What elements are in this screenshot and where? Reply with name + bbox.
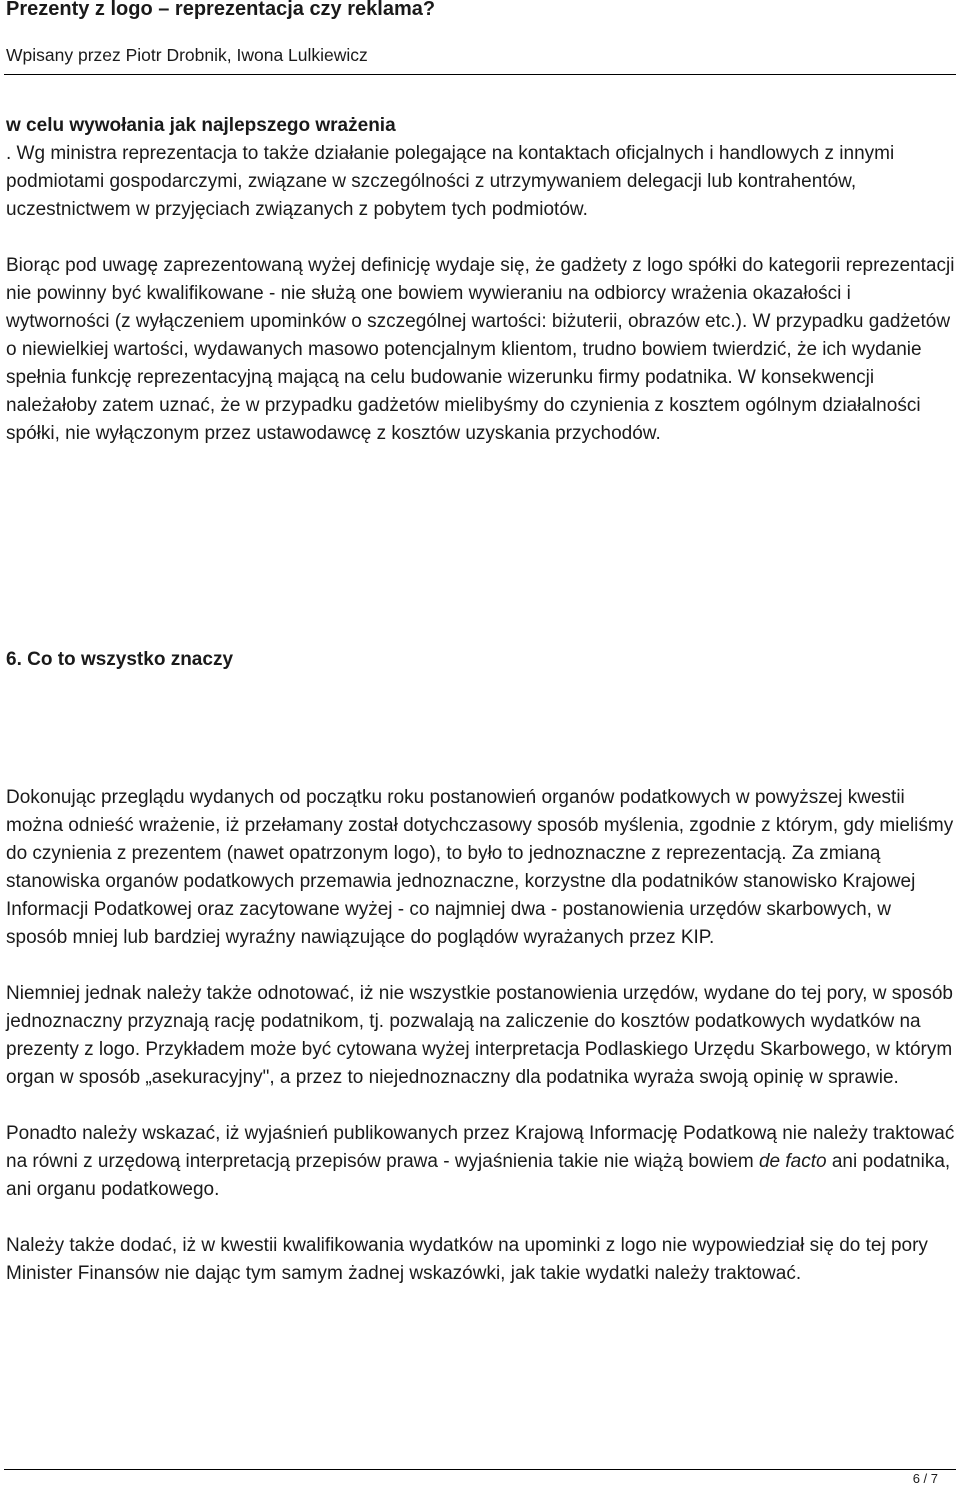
section-heading: 6. Co to wszystko znaczy <box>6 649 234 670</box>
paragraph-minister: Należy także dodać, iż w kwestii kwalifikowania wydatków na upominki z logo nie wypowiedział się do tej pory Minister Finansów nie dając tym samym żadnej wskazówki, jak takie wydatki należy traktować. <box>6 1235 928 1284</box>
paragraph-review: Dokonując przeglądu wydanych od początku roku postanowień organów podatkowych w powyższej kwestii można odnieść wrażenie, iż przełamany został dotychczasowy sposób myślenia, zgodnie z którym, gdy mieliśmy do czynienia z prezentem (nawet opatrzonym logo), to było to jednoznaczne z reprezentacją. Za zmianą stanowiska organów podatkowych przemawia jednoznaczne, korzystne dla podatników stanowisko Krajowej Informacji Podatkowej oraz zacytowane wyżej - co najmniej dwa - postanowienia urzędów skarbowych, w sposób mniej lub bardziej wyraźny nawiązujące do poglądów wyrażanych przez KIP. <box>6 787 954 948</box>
document-title: Prezenty z logo – reprezentacja czy reklama? <box>6 0 436 20</box>
paragraph-gadgets: Biorąc pod uwagę zaprezentowaną wyżej definicję wydaje się, że gadżety z logo spółki do kategorii reprezentacji nie powinny być kwalifikowane - nie służą one bowiem wywieraniu na odbiorcy wrażenia okazałości i wytworności (z wyłączeniem upominków o szczególnej wartości: biżuterii, obrazów etc.). W przypadku gadżetów o niewielkiej wartości, wydawanych masowo potencjalnym klientom, trudno bowiem twierdzić, że ich wydanie spełnia funkcję reprezentacyjną mającą na celu budowanie wizerunku firmy podatnika. W konsekwencji należałoby zatem uznać, że w przypadku gadżetów mielibyśmy do czynienia z kosztem ogólnym działalności spółki, nie wyłączonym przez ustawodawcę z kosztów uzyskania przychodów. <box>6 255 955 444</box>
document-authors: Wpisany przez Piotr Drobnik, Iwona Lulkiewicz <box>6 45 368 65</box>
article-body-bottom <box>6 784 956 1316</box>
para5-text-before: Ponadto należy wskazać, iż wyjaśnień publikowanych przez Krajową Informację Podatkową nie należy traktować na równi z urzędową interpretacją przepisów prawa - wyjaśnienia takie nie wiążą bowiem <box>6 1123 955 1172</box>
article-body-top <box>6 112 956 448</box>
footer-divider <box>4 1469 956 1470</box>
para5-text-after: ani podatnika, ani organu podatkowego. <box>6 1151 951 1200</box>
paragraph-nevertheless: Niemniej jednak należy także odnotować, iż nie wszystkie postanowienia urzędów, wydane do tej pory, w sposób jednoznaczny przyznają rację podatnikom, tj. pozwalają na zaliczenie do kosztów podatkowych wydatków na prezenty z logo. Przykładem może być cytowana wyżej interpretacja Podlaskiego Urzędu Skarbowego, w którym organ w sposób „asekuracyjny", a przez to niejednoznaczny dla podatnika wyraża swoją opinię w sprawie. <box>6 983 953 1088</box>
page-number: 6 / 7 <box>912 1471 938 1486</box>
paragraph-moreover <box>6 1120 956 1204</box>
para5-italic-phrase: de facto <box>758 1151 827 1172</box>
paragraph-definition: . Wg ministra reprezentacja to także działanie polegające na kontaktach oficjalnych i handlowych z innymi podmiotami gospodarczymi, związane w szczególności z utrzymywaniem delegacji lub kontrahentów, uczestnictwem w przyjęciach związanych z pobytem tych podmiotów. <box>6 143 895 220</box>
intro-bold-phrase: w celu wywołania jak najlepszego wrażenia <box>6 115 396 136</box>
header-divider <box>4 74 956 75</box>
